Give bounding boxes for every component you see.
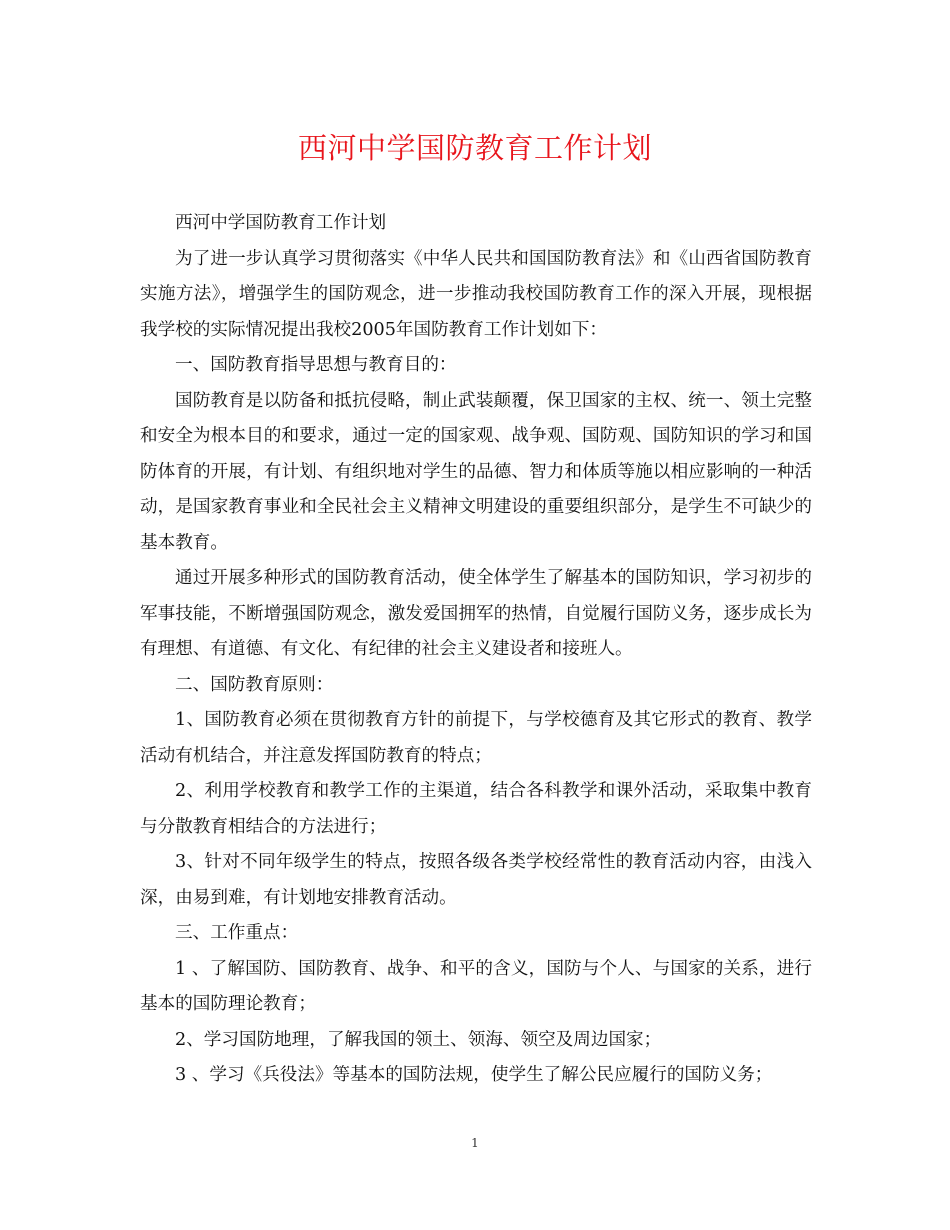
list-item: 3、针对不同年级学生的特点，按照各级各类学校经常性的教育活动内容，由浅入深，由易到难，有计划地安排教育活动。 <box>140 852 812 908</box>
section-heading: 二、国防教育原则： <box>175 674 334 695</box>
document-body <box>140 206 812 1094</box>
list-item: 2、学习国防地理，了解我国的领土、领海、领空及周边国家； <box>175 1029 662 1050</box>
body-paragraph: 通过开展多种形式的国防教育活动，使全体学生了解基本的国防知识，学习初步的军事技能，不断增强国防观念，激发爱国拥军的热情，自觉履行国防义务，逐步成长为有理想、有道德、有文化、有纪律的社会主义建设者和接班人。 <box>140 568 812 659</box>
list-item: 1、国防教育必须在贯彻教育方针的前提下，与学校德育及其它形式的教育、教学活动有机结合，并注意发挥国防教育的特点； <box>140 710 812 766</box>
section-heading: 一、国防教育指导思想与教育目的： <box>175 355 457 375</box>
document-title: 西河中学国防教育工作计划 <box>297 131 652 165</box>
body-paragraph: 西河中学国防教育工作计划 <box>175 213 387 233</box>
page-number: 1 <box>471 1136 479 1150</box>
list-item: 3 、学习《兵役法》等基本的国防法规，使学生了解公民应履行的国防义务； <box>175 1065 773 1085</box>
list-item: 2、利用学校教育和教学工作的主渠道，结合各科教学和课外活动，采取集中教育与分散教育相结合的方法进行； <box>140 781 812 837</box>
body-paragraph: 为了进一步认真学习贯彻落实《中华人民共和国国防教育法》和《山西省国防教育实施方法》，增强学生的国防观念，进一步推动我校国防教育工作的深入开展，现根据我学校的实际情况提出我校2005年国防教育工作计划如下： <box>140 248 812 340</box>
section-heading: 三、工作重点： <box>175 923 299 943</box>
body-paragraph: 国防教育是以防备和抵抗侵略，制止武装颠覆，保卫国家的主权、统一、领土完整和安全为根本目的和要求，通过一定的国家观、战争观、国防观、国防知识的学习和国防体育的开展，有计划、有组织地对学生的品德、智力和体质等施以相应影响的一种活动，是国家教育事业和全民社会主义精神文明建设的重要组织部分，是学生不可缺少的基本教育。 <box>140 390 812 553</box>
list-item: 1 、了解国防、国防教育、战争、和平的含义，国防与个人、与国家的关系，进行基本的国防理论教育； <box>140 958 812 1014</box>
